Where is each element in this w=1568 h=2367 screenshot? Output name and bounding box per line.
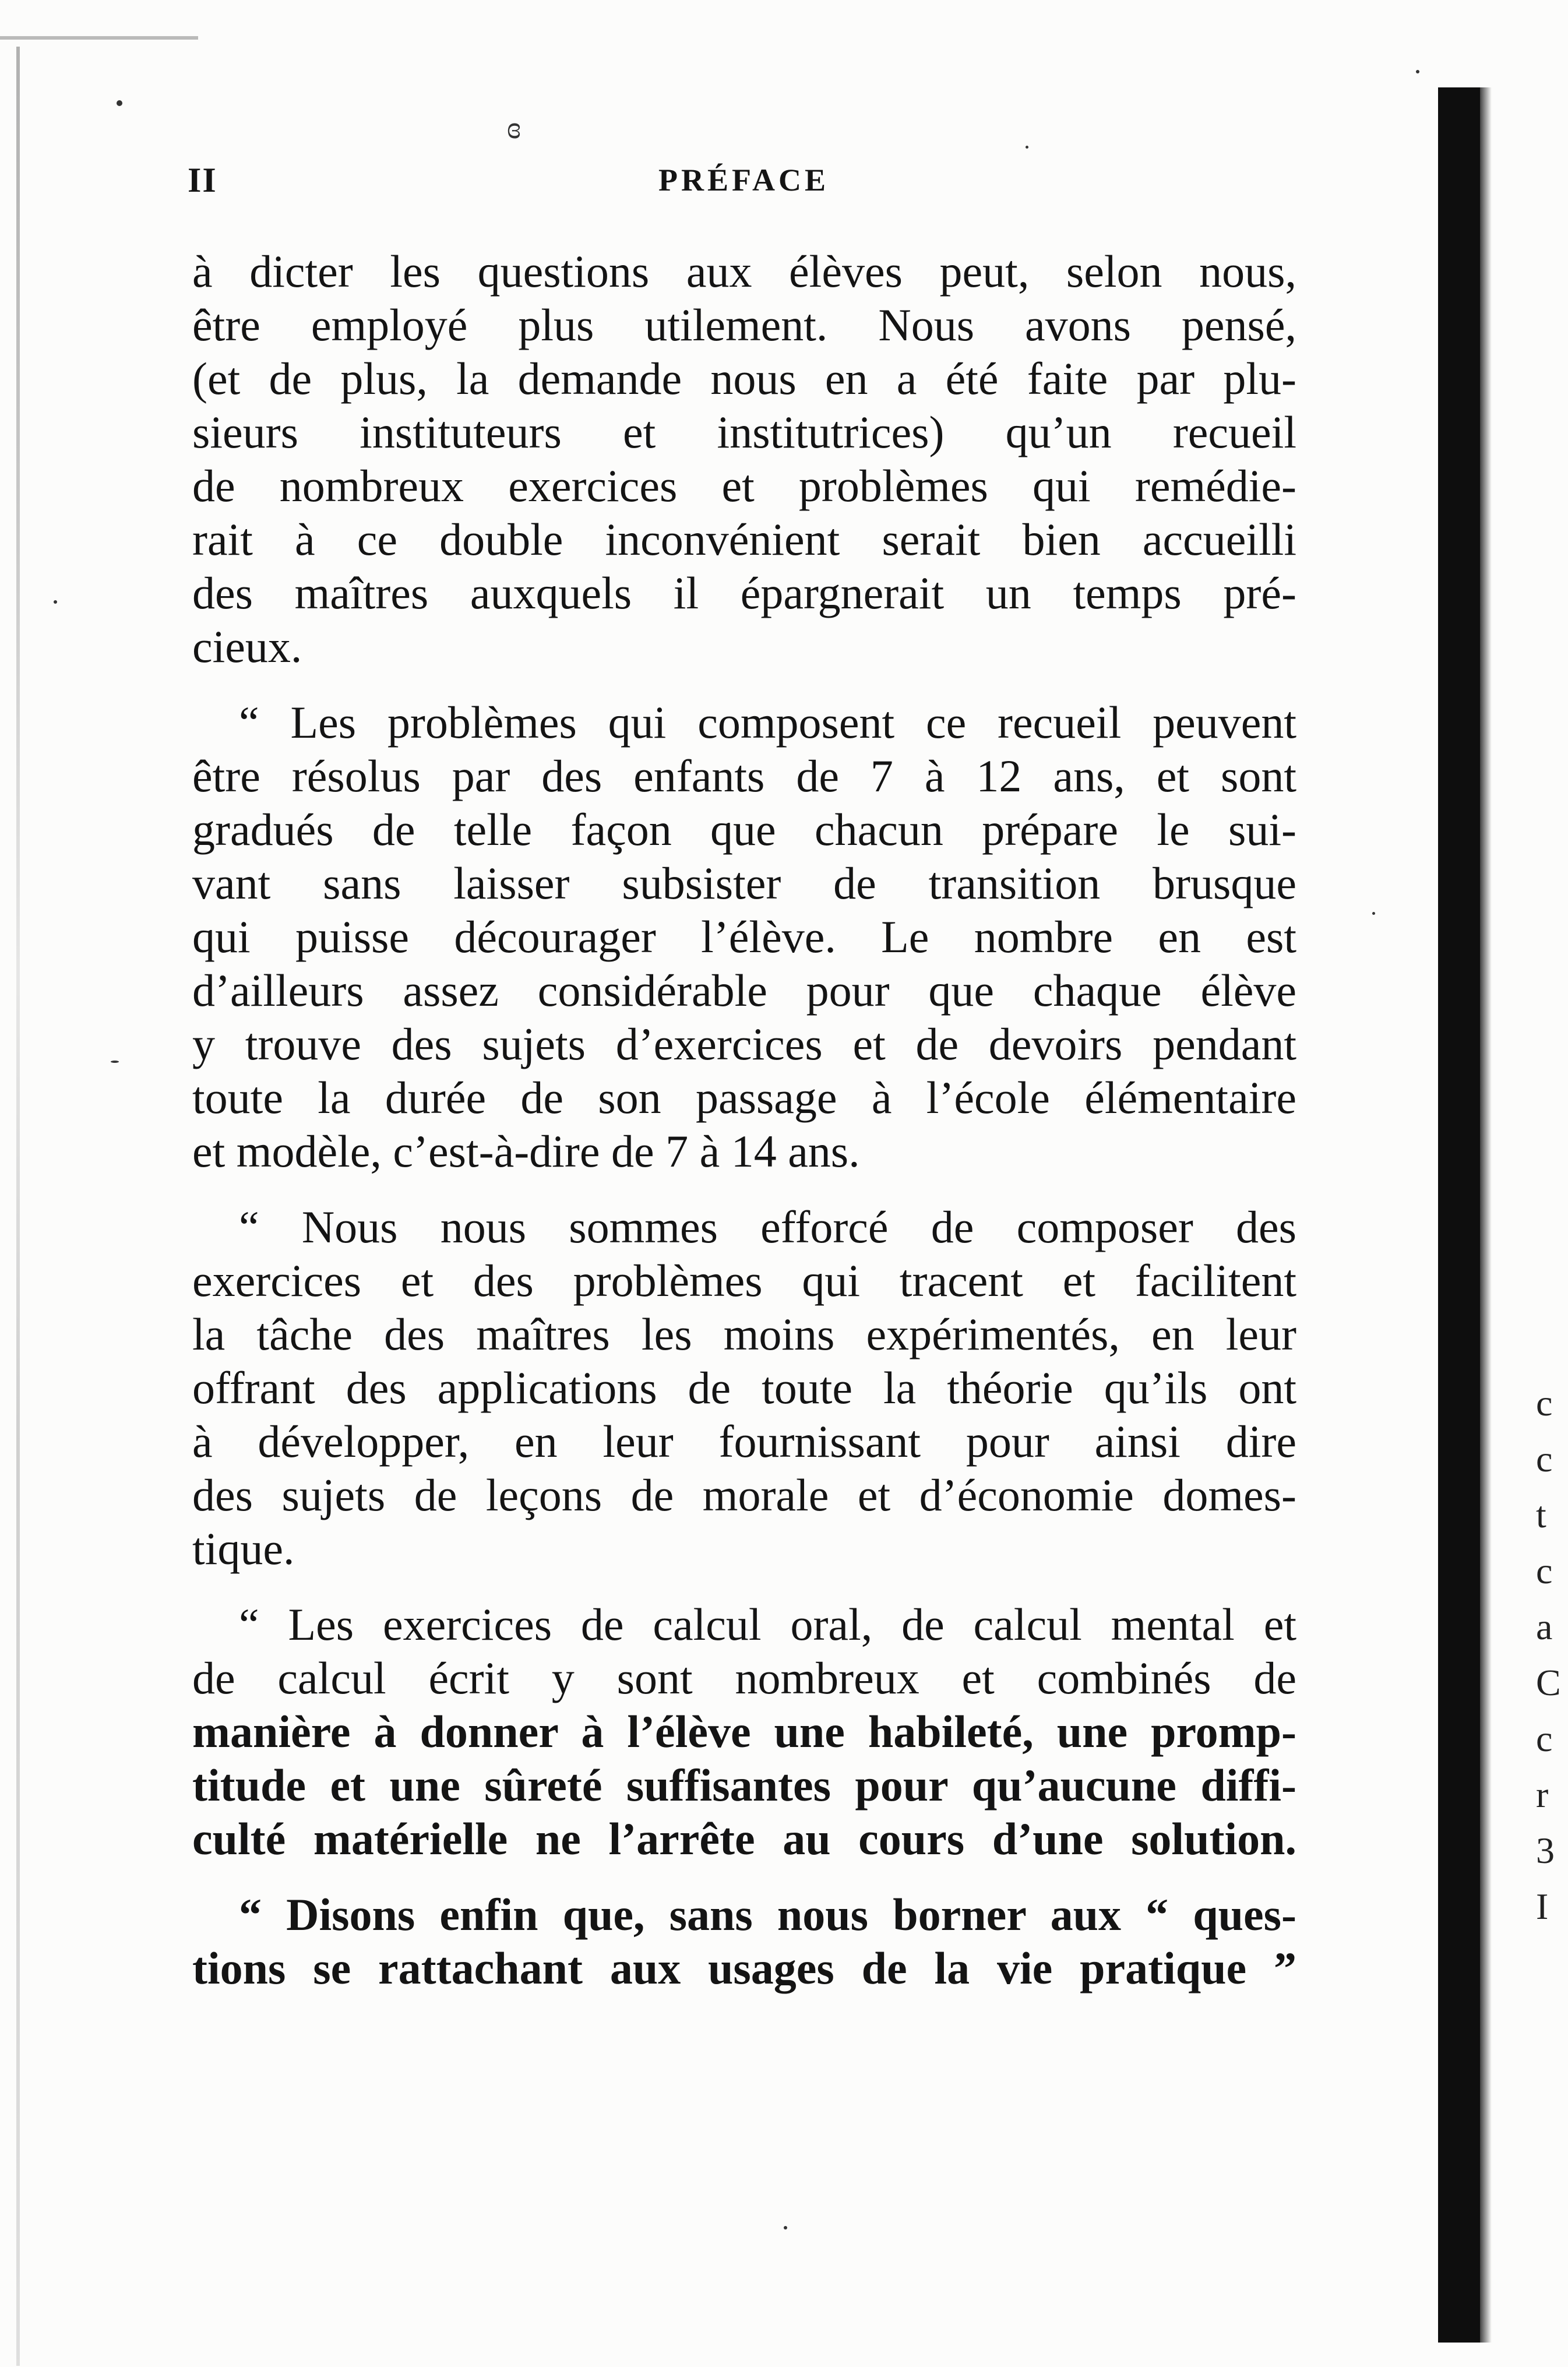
- text-line: offrant des applications de toute la théorie qu’ils ont: [192, 1362, 1296, 1413]
- text-line: rait à ce double inconvénient serait bien accueilli: [192, 514, 1296, 565]
- scan-speck: [1026, 146, 1028, 149]
- facing-page-char: c: [1536, 1438, 1553, 1480]
- facing-page-char: r: [1536, 1774, 1549, 1815]
- scan-speck: [1416, 70, 1419, 73]
- text-line: sieurs instituteurs et institutrices) qu’un recueil: [192, 407, 1296, 457]
- text-line: être résolus par des enfants de 7 à 12 ans, et sont: [192, 751, 1296, 801]
- binding-gutter: [1438, 87, 1480, 2343]
- paragraph: [192, 1598, 1296, 1866]
- facing-page-char: I: [1536, 1886, 1549, 1927]
- text-line: tique.: [192, 1523, 295, 1574]
- text-line: la tâche des maîtres les moins expérimentés, en leur: [192, 1309, 1296, 1359]
- facing-page-fragment: [1536, 1375, 1568, 1935]
- text-line: cieux.: [192, 621, 302, 672]
- text-line: “ Les problèmes qui composent ce recueil peuvent: [239, 697, 1296, 748]
- text-line: et modèle, c’est-à-dire de 7 à 14 ans.: [192, 1126, 860, 1177]
- scan-speck: [54, 600, 57, 604]
- text-line: à dicter les questions aux élèves peut, selon nous,: [192, 246, 1296, 297]
- text-line: exercices et des problèmes qui tracent et facilitent: [192, 1255, 1296, 1306]
- body-text: [192, 245, 1296, 2017]
- text-line: y trouve des sujets d’exercices et de devoirs pendant: [192, 1019, 1296, 1069]
- binding-gutter-shadow: [1480, 87, 1492, 2343]
- scan-speck: [784, 2226, 787, 2229]
- text-line: tions se rattachant aux usages de la vie pratique ”: [192, 1943, 1296, 1993]
- text-line: être employé plus utilement. Nous avons pensé,: [192, 300, 1296, 350]
- text-line: qui puisse décourager l’élève. Le nombre en est: [192, 911, 1296, 962]
- scan-speck: [117, 100, 122, 106]
- paragraph: [192, 696, 1296, 1178]
- page-ornament: ɞ: [507, 110, 521, 145]
- facing-page-char: C: [1536, 1662, 1561, 1703]
- facing-page-char: a: [1536, 1606, 1553, 1647]
- text-line: des maîtres auxquels il épargnerait un temps pré-: [192, 568, 1296, 618]
- text-line: “ Disons enfin que, sans nous borner aux “ ques-: [239, 1889, 1296, 1940]
- scan-edge-rule: [0, 36, 198, 40]
- text-line: à développer, en leur fournissant pour ainsi dire: [192, 1416, 1296, 1467]
- facing-page-char: c: [1536, 1382, 1553, 1424]
- text-line: titude et une sûreté suffisantes pour qu’aucune diffi-: [192, 1760, 1296, 1811]
- paragraph: [192, 245, 1296, 674]
- text-line: toute la durée de son passage à l’école élémentaire: [192, 1072, 1296, 1123]
- text-line: “ Nous nous sommes efforcé de composer des: [239, 1202, 1296, 1252]
- text-line: manière à donner à l’élève une habileté, une promp-: [192, 1706, 1296, 1757]
- text-line: vant sans laisser subsister de transition brusque: [192, 858, 1296, 908]
- text-line: d’ailleurs assez considérable pour que chaque élève: [192, 965, 1296, 1016]
- facing-page-char: c: [1536, 1550, 1553, 1591]
- scan-speck: [1372, 912, 1375, 915]
- text-line: (et de plus, la demande nous en a été faite par plu-: [192, 353, 1296, 404]
- running-head: PRÉFACE: [658, 163, 829, 198]
- page-number: II: [188, 161, 217, 199]
- text-line: de calcul écrit y sont nombreux et combinés de: [192, 1653, 1296, 1703]
- text-line: des sujets de leçons de morale et d’économie domes-: [192, 1470, 1296, 1520]
- facing-page-char: t: [1536, 1494, 1546, 1535]
- text-line: de nombreux exercices et problèmes qui remédie-: [192, 460, 1296, 511]
- text-line: gradués de telle façon que chacun prépare le sui-: [192, 804, 1296, 855]
- paragraph: [192, 1888, 1296, 1995]
- scan-left-edge: [16, 47, 20, 2366]
- text-line: “ Les exercices de calcul oral, de calcul mental et: [239, 1599, 1296, 1650]
- facing-page-char: c: [1536, 1718, 1553, 1759]
- facing-page-char: 3: [1536, 1830, 1555, 1871]
- paragraph: [192, 1200, 1296, 1576]
- text-line: culté matérielle ne l’arrête au cours d’une solution.: [192, 1813, 1296, 1864]
- scan-speck: [111, 1061, 119, 1063]
